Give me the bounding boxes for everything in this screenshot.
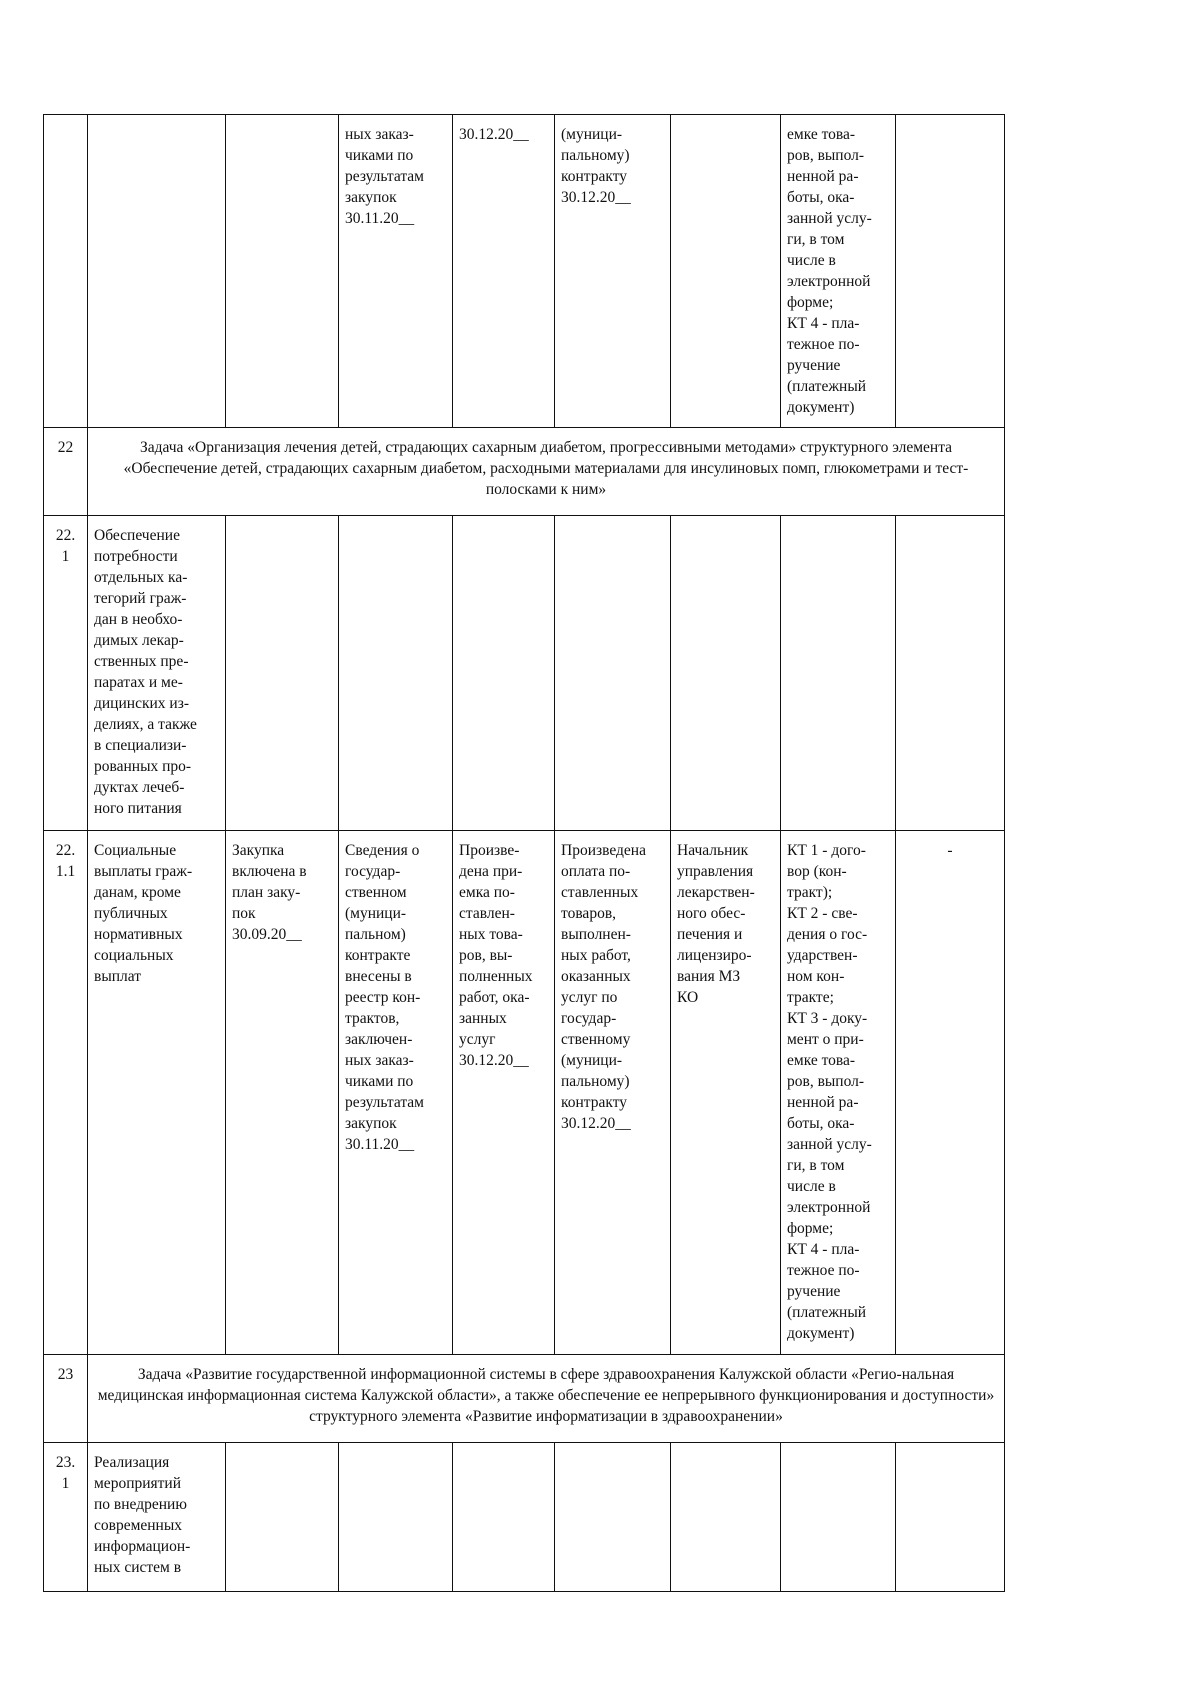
control-point-1 — [226, 115, 339, 428]
control-point-4 — [555, 516, 671, 831]
row-number: 23. 1 — [44, 1443, 88, 1592]
row-number — [44, 115, 88, 428]
control-point-1 — [226, 1443, 339, 1592]
task-description: Задача «Развитие государственной информационной системы в сфере здравоохранения Калужской области «Регио-нальная медицинская информационная система Калужской области», а также обеспечение ее непрерывного функционирования и доступности» структурного элемента «Развитие информатизации в здравоохранении» — [88, 1355, 1005, 1443]
control-point-3: 30.12.20__ — [453, 115, 555, 428]
task-row-22 — [44, 428, 1005, 516]
table-row-22-1 — [44, 516, 1005, 831]
plan-table — [43, 114, 1005, 1592]
measure-name: Обеспечение потребности отдельных ка- тегорий граж- дан в необхо- димых лекар- ственных пре- паратах и ме- дицинских из- делиях, а также в специализи- рованных про- дуктах лечеб- ного питания — [88, 516, 226, 831]
responsible-person — [671, 1443, 781, 1592]
extra-cell — [896, 1443, 1005, 1592]
control-point-1 — [226, 516, 339, 831]
responsible-person: Начальник управления лекарствен- ного обес- печения и лицензиро- вания МЗ КО — [671, 831, 781, 1355]
control-point-3 — [453, 1443, 555, 1592]
control-point-3: Произве- дена при- емка по- ставлен- ных това- ров, вы- полненных работ, ока- занных услуг 30.12.20__ — [453, 831, 555, 1355]
table-row-continuation — [44, 115, 1005, 428]
control-point-2 — [339, 1443, 453, 1592]
extra-cell — [896, 115, 1005, 428]
confirming-documents: КТ 1 - дого- вор (кон- тракт); КТ 2 - све- дения о гос- ударствен- ном кон- тракте; КТ 3 - доку- мент о при- емке това- ров, выпол- ненной ра- боты, ока- занной услу- ги, в том числе в электронной форме; КТ 4 - пла- тежное по- ручение (платежный документ) — [781, 831, 896, 1355]
extra-cell — [896, 516, 1005, 831]
measure-name: Социальные выплаты граж- данам, кроме публичных нормативных социальных выплат — [88, 831, 226, 1355]
responsible-person — [671, 516, 781, 831]
control-point-2: ных заказ- чиками по результатам закупок 30.11.20__ — [339, 115, 453, 428]
control-point-4 — [555, 1443, 671, 1592]
extra-cell: - — [896, 831, 1005, 1355]
row-number: 22 — [44, 428, 88, 516]
confirming-documents: емке това- ров, выпол- ненной ра- боты, ока- занной услу- ги, в том числе в электронной форме; КТ 4 - пла- тежное по- ручение (платежный документ) — [781, 115, 896, 428]
control-point-3 — [453, 516, 555, 831]
control-point-2 — [339, 516, 453, 831]
task-description: Задача «Организация лечения детей, страдающих сахарным диабетом, прогрессивными методами» структурного элемента «Обеспечение детей, страдающих сахарным диабетом, расходными материалами для инсулиновых помп, глюкометрами и тест-полосками к ним» — [88, 428, 1005, 516]
control-point-4: (муници- пальному) контракту 30.12.20__ — [555, 115, 671, 428]
measure-name — [88, 115, 226, 428]
confirming-documents — [781, 516, 896, 831]
confirming-documents — [781, 1443, 896, 1592]
table-row-23-1 — [44, 1443, 1005, 1592]
table-row-22-1-1 — [44, 831, 1005, 1355]
row-number: 22. 1 — [44, 516, 88, 831]
responsible-person — [671, 115, 781, 428]
control-point-1: Закупка включена в план заку- пок 30.09.20__ — [226, 831, 339, 1355]
row-number: 22. 1.1 — [44, 831, 88, 1355]
control-point-4: Произведена оплата по- ставленных товаров, выполнен- ных работ, оказанных услуг по государ- ственному (муници- пальному) контракту 30.12.20__ — [555, 831, 671, 1355]
row-number: 23 — [44, 1355, 88, 1443]
task-row-23 — [44, 1355, 1005, 1443]
measure-name: Реализация мероприятий по внедрению современных информацион- ных систем в — [88, 1443, 226, 1592]
control-point-2: Сведения о государ- ственном (муници- пальном) контракте внесены в реестр кон- трактов, заключен- ных заказ- чиками по результатам закупок 30.11.20__ — [339, 831, 453, 1355]
